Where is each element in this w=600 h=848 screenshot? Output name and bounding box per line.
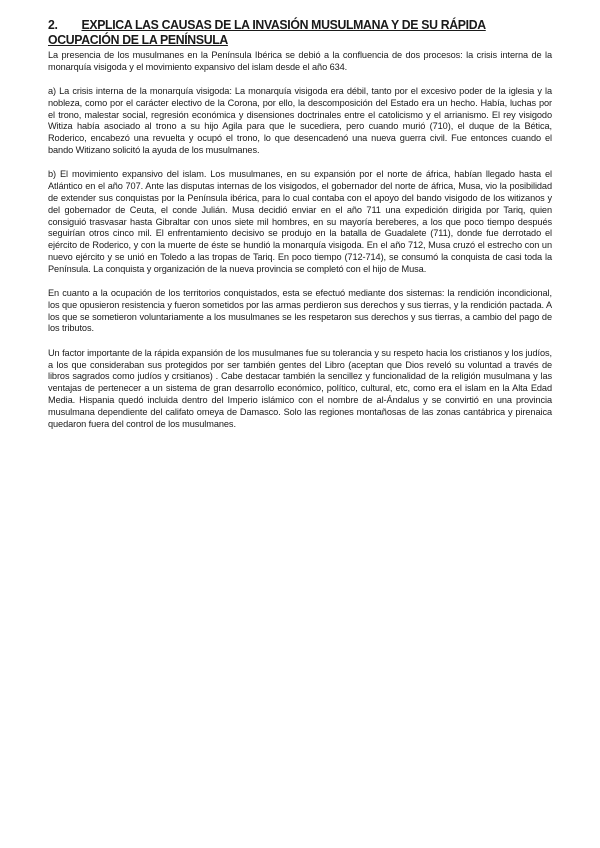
section-number: 2. <box>48 17 58 32</box>
paragraph-crisis-visigoda: a) La crisis interna de la monarquía visigoda: La monarquía visigoda era débil, tanto por el excesivo poder de la iglesia y la nobleza, como por el carácter electivo de la Corona, por ello, la descomposición del Estado era un hecho. Había, luchas por el trono, malestar social, regresión económica y disensiones doctrinales entre el catolicismo y el arrianismo. El rey visigodo Witiza había asociado al trono a su hijo Agila para que le sucediera, pero cuando murió (710), el duque de la Bética, Roderico, encabezó una revuelta y ocupó el trono, lo que desencadenó una nueva guerra civil. Fue entonces cuando el bando Witizano solicitó la ayuda de los musulmanes. <box>48 86 552 156</box>
paragraph-factores: Un factor importante de la rápida expansión de los musulmanes fue su tolerancia y su respeto hacia los cristianos y los judíos, a los que consideraban sus protegidos por ser también gentes del Libro (aceptan que Dios reveló su voluntad a través de libros sagrados como judíos y crsitianos) . Cabe destacar también la sencillez y funcionalidad de la religión musulmana y las ventajas de pertenecer a un sistema de gran desarrollo económico, político, cultural, etc, como era el islam en la Alta Edad Media. Hispania quedó incluida dentro del Imperio islámico con el nombre de al-Ándalus y se convirtió en una provincia musulmana dependiente del califato omeya de Damasco. Solo las regiones montañosas de las zonas cantábrica y pirenaica quedaron fuera del control de los musulmanes. <box>48 347 552 429</box>
paragraph-intro: La presencia de los musulmanes en la Península Ibérica se debió a la confluencia de dos procesos: la crisis interna de la monarquía visigoda y el movimiento expansivo del islam desde el año 634. <box>48 50 552 72</box>
paragraph-expansion-islam: b) El movimiento expansivo del islam. Los musulmanes, en su expansión por el norte de áfrica, habían llegado hasta el Atlántico en el año 707. Ante las disputas internas de los visigodos, el gobernador del norte de áfrica, Musa, vio la posibilidad de extender sus conquistas por la Península ibérica, para lo cual contaba con el apoyo del bando visigodo de los witizanos y del gobernador de Ceuta, el conde Julián. Musa decidió enviar en el año 711 una expedición dirigida por Tariq, quien consiguió trasvasar hasta Gibraltar con unos siete mil hombres, en su mayoría bereberes, a los que poco tiempo después seguirían otros cinco mil. El enfrentamiento decisivo se produjo en la batalla de Guadalete (711), donde fue derrotado el ejército de Roderico, y con la muerte de éste se hundió la monarquía visigoda. En el año 712, Musa cruzó el estrecho con un nuevo ejército y se unió en Toledo a las tropas de Tariq. En poco tiempo (712-714), se consumó la conquista de casi toda la Península. La conquista y organización de la nueva provincia se completó con el hijo de Musa. <box>48 169 552 274</box>
section-heading <box>48 17 520 47</box>
paragraph-ocupacion: En cuanto a la ocupación de los territorios conquistados, esta se efectuó mediante dos sistemas: la rendición incondicional, los que opusieron resistencia y fueron sometidos por las armas perdieron sus derechos y sus tierras, y la rendición pactada. A los que se sometieron voluntariamente a los musulmanes se les respetaron sus derechos y sus tierras, a cambio del pago de los tributos. <box>48 288 552 334</box>
document-body <box>48 50 552 443</box>
section-title: EXPLICA LAS CAUSAS DE LA INVASIÓN MUSULMANA Y DE SU RÁPIDA OCUPACIÓN DE LA PENÍNSULA <box>48 17 486 47</box>
